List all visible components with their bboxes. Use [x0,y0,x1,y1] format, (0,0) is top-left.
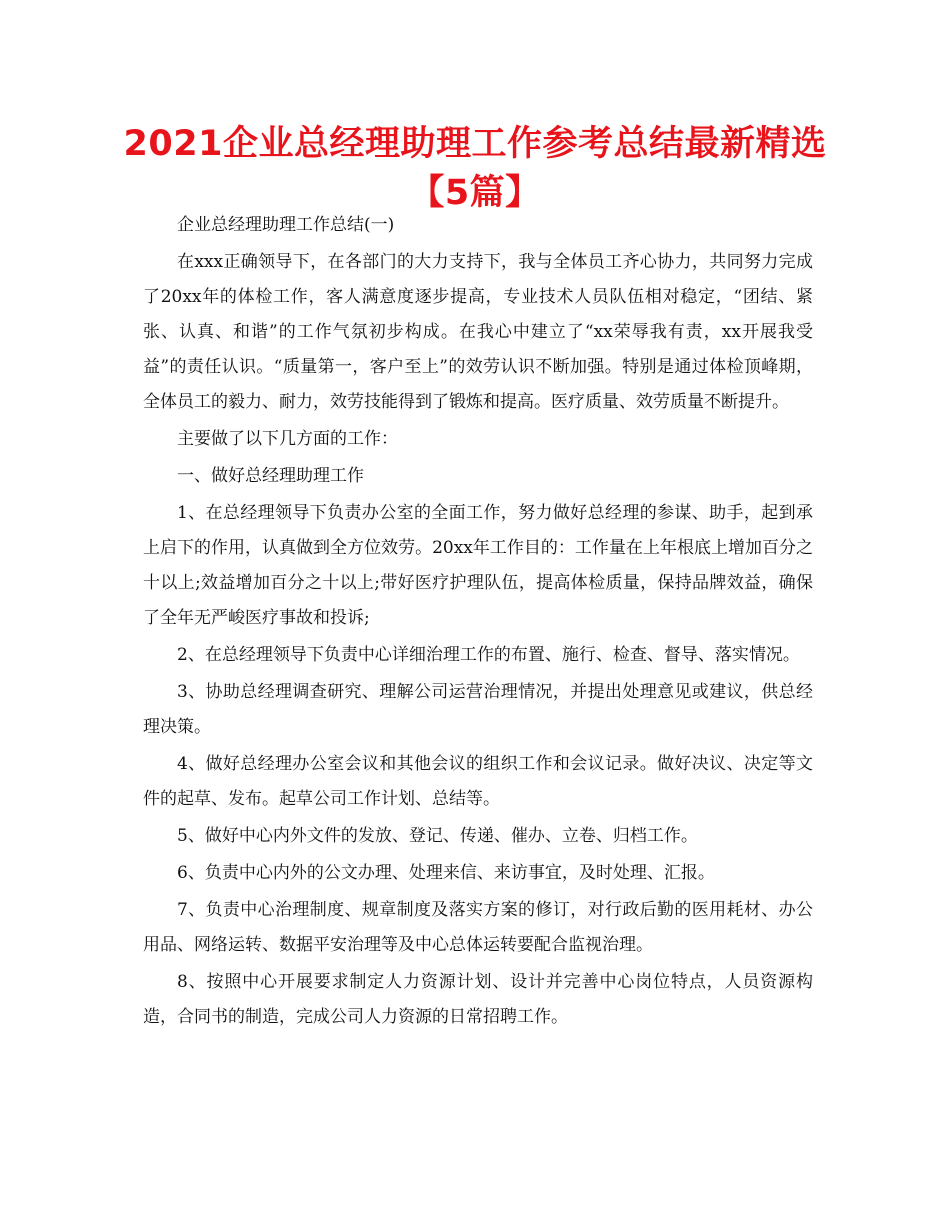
section-heading: 企业总经理助理工作总结(一) [177,215,395,235]
paragraph-main-work: 主要做了以下几方面的工作： [177,429,398,449]
document-title: 2021企业总经理助理工作参考总结最新精选【5篇】 [123,124,827,213]
list-item-5: 5、做好中心内外文件的发放、登记、传递、催办、立卷、归档工作。 [177,826,698,846]
paragraph-intro: 在xxx正确领导下，在各部门的大力支持下，我与全体员工齐心协力，共同努力完成了20xx年的体检工作，客人满意度逐步提高，专业技术人员队伍相对稳定，“团结、紧张、认真、和谐”的工作气氛初步构成。在我心中建立了“xx荣辱我有责，xx开展我受益”的责任认识。“质量第一，客户至上”的效劳认识不断加强。特别是通过体检顶峰期，全体员工的毅力、耐力，效劳技能得到了锻炼和提高。医疗质量、效劳质量不断提升。 [143,252,813,412]
list-item-8: 8、按照中心开展要求制定人力资源计划、设计并完善中心岗位特点，人员资源构造，合同书的制造，完成公司人力资源的日常招聘工作。 [143,972,813,1027]
document-body [143,208,813,1035]
list-item-2: 2、在总经理领导下负责中心详细治理工作的布置、施行、检查、督导、落实情况。 [177,645,800,665]
list-item-4: 4、做好总经理办公室会议和其他会议的组织工作和会议记录。做好决议、决定等文件的起草、发布。起草公司工作计划、总结等。 [143,754,813,809]
list-item-3: 3、协助总经理调查研究、理解公司运营治理情况，并提出处理意见或建议，供总经理决策。 [143,682,813,737]
subsection-heading: 一、做好总经理助理工作 [177,466,364,486]
list-item-6: 6、负责中心内外的公文办理、处理来信、来访事宜，及时处理、汇报。 [177,863,715,883]
list-item-1: 1、在总经理领导下负责办公室的全面工作，努力做好总经理的参谋、助手，起到承上启下的作用，认真做到全方位效劳。20xx年工作目的：工作量在上年根底上增加百分之十以上;效益增加百分之十以上;带好医疗护理队伍，提高体检质量，保持品牌效益，确保了全年无严峻医疗事故和投诉; [143,503,813,628]
list-item-7: 7、负责中心治理制度、规章制度及落实方案的修订，对行政后勤的医用耗材、办公用品、网络运转、数据平安治理等及中心总体运转要配合监视治理。 [143,900,813,955]
